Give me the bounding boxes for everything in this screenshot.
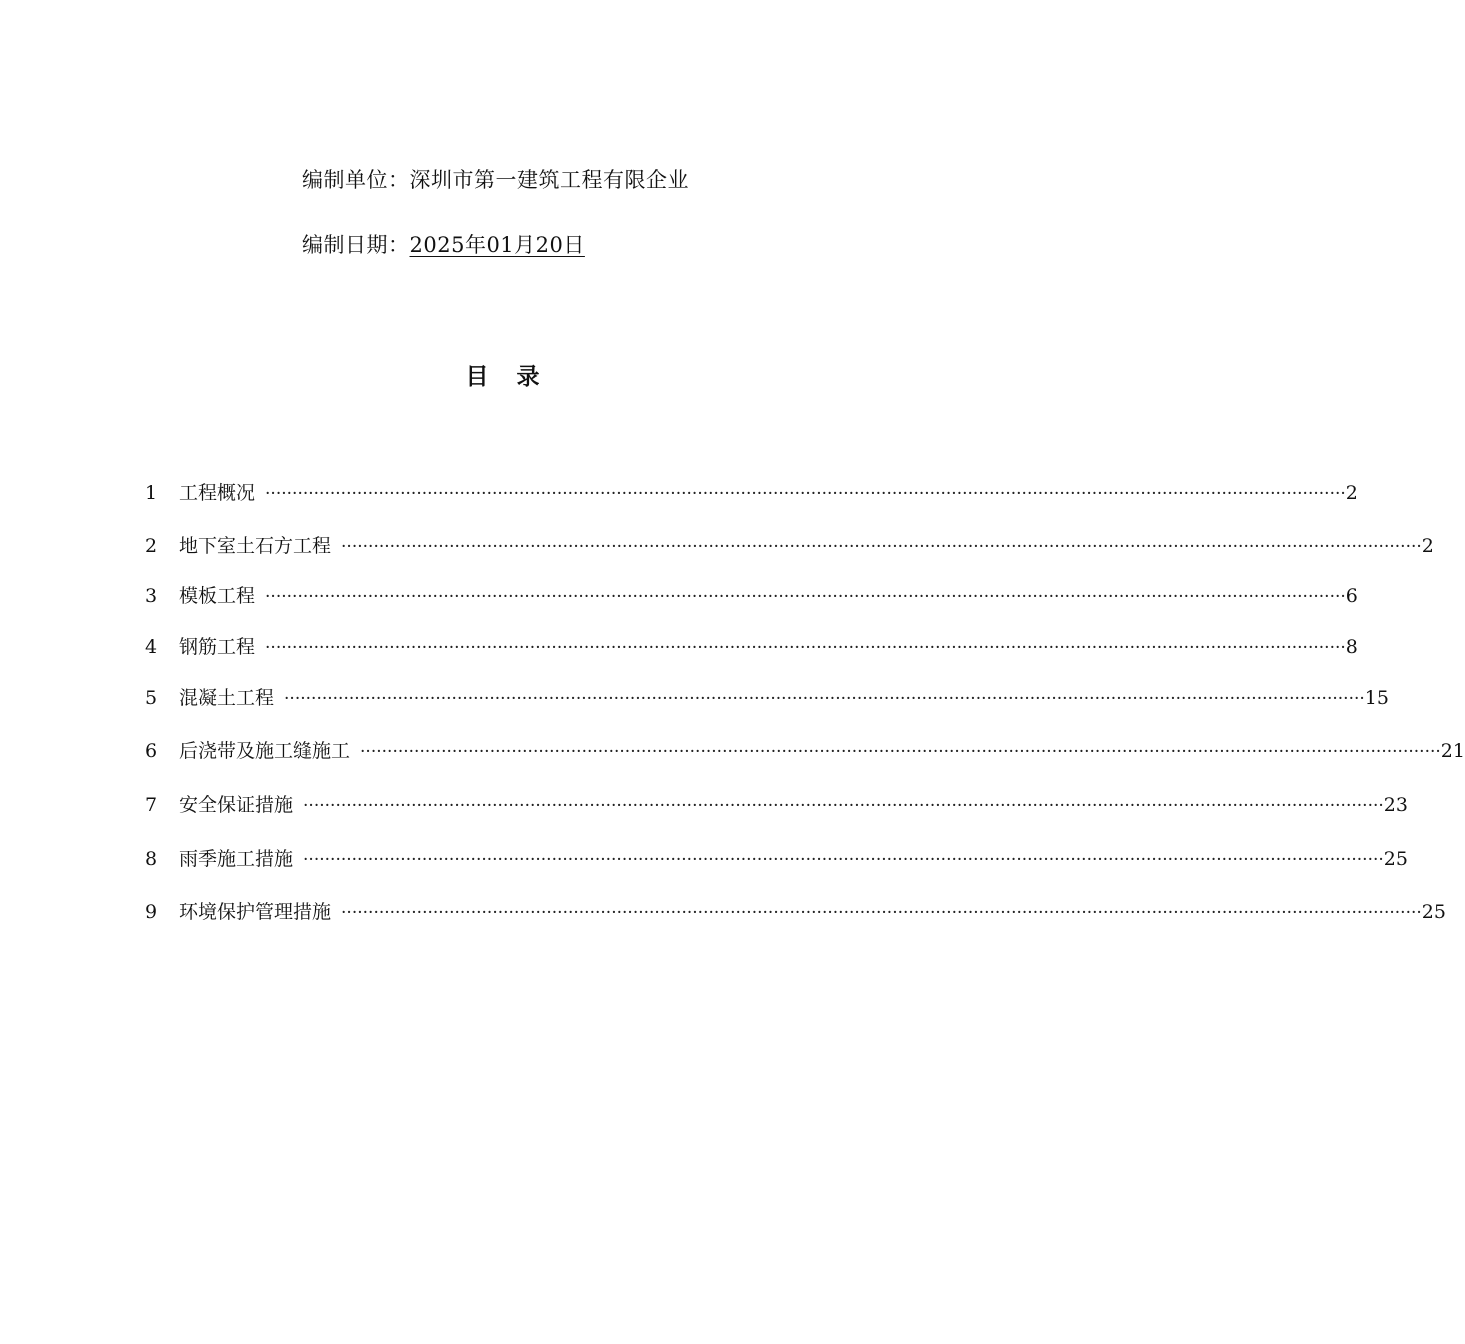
toc-entry-number: 4 (145, 636, 158, 658)
toc-entry-page-number: 25 (1383, 848, 1408, 870)
toc-entry-number: 8 (145, 848, 158, 870)
compiling-unit-line (302, 164, 689, 194)
toc-entry[interactable] (145, 531, 1434, 557)
toc-entry-page-number: 23 (1383, 794, 1408, 816)
toc-entry-number: 5 (145, 687, 158, 709)
toc-dot-leader: ········································································································································································································ (265, 638, 1346, 658)
toc-entry-number: 6 (145, 740, 158, 762)
toc-entry-label: 雨季施工措施 (179, 848, 294, 870)
toc-entry-number: 9 (145, 901, 158, 923)
toc-entry-label: 安全保证措施 (179, 794, 294, 816)
toc-dot-leader: ········································································································································································································ (265, 587, 1346, 607)
toc-entry-number: 3 (145, 585, 158, 607)
compiling-unit-label: 编制单位： (302, 168, 410, 192)
toc-entry-number: 7 (145, 794, 158, 816)
toc-entry-page-number: 2 (1421, 535, 1434, 557)
toc-dot-leader: ········································································································································································································ (360, 742, 1441, 762)
compiling-date-label: 编制日期： (302, 233, 410, 257)
toc-entry-page-number: 6 (1345, 585, 1358, 607)
toc-entry[interactable] (145, 632, 1358, 658)
toc-title: 目 录 (465, 363, 550, 390)
toc-entry-label: 工程概况 (179, 482, 256, 504)
toc-dot-leader: ········································································································································································································ (284, 689, 1365, 709)
toc-entry-number: 2 (145, 535, 158, 557)
toc-entry[interactable] (145, 581, 1358, 607)
toc-entry-label: 环境保护管理措施 (179, 901, 332, 923)
toc-entry-label: 混凝土工程 (179, 687, 275, 709)
toc-dot-leader: ········································································································································································································ (303, 796, 1384, 816)
toc-entry[interactable] (145, 736, 1465, 762)
toc-entry-label: 地下室土石方工程 (179, 535, 332, 557)
toc-dot-leader: ········································································································································································································ (341, 537, 1422, 557)
toc-entry-number: 1 (145, 482, 158, 504)
toc-entry[interactable] (145, 844, 1408, 870)
toc-entry-label: 后浇带及施工缝施工 (179, 740, 351, 762)
toc-entry-label: 模板工程 (179, 585, 256, 607)
toc-entry-page-number: 2 (1345, 482, 1358, 504)
toc-entry-page-number: 21 (1440, 740, 1465, 762)
toc-entry-page-number: 25 (1421, 901, 1446, 923)
toc-entry[interactable] (145, 897, 1446, 923)
compiling-unit-value: 深圳市第一建筑工程有限企业 (409, 168, 689, 192)
toc-entry-label: 钢筋工程 (179, 636, 256, 658)
toc-dot-leader: ········································································································································································································ (303, 850, 1384, 870)
toc-entry[interactable] (145, 478, 1358, 504)
toc-entry-page-number: 15 (1364, 687, 1389, 709)
toc-entry[interactable] (145, 790, 1408, 816)
toc-entry[interactable] (145, 683, 1389, 709)
toc-entry-page-number: 8 (1345, 636, 1358, 658)
compiling-date-value: 2025年01月20日 (409, 233, 585, 257)
toc-dot-leader: ········································································································································································································ (265, 484, 1346, 504)
compiling-date-line (302, 229, 585, 259)
toc-dot-leader: ········································································································································································································ (341, 903, 1422, 923)
